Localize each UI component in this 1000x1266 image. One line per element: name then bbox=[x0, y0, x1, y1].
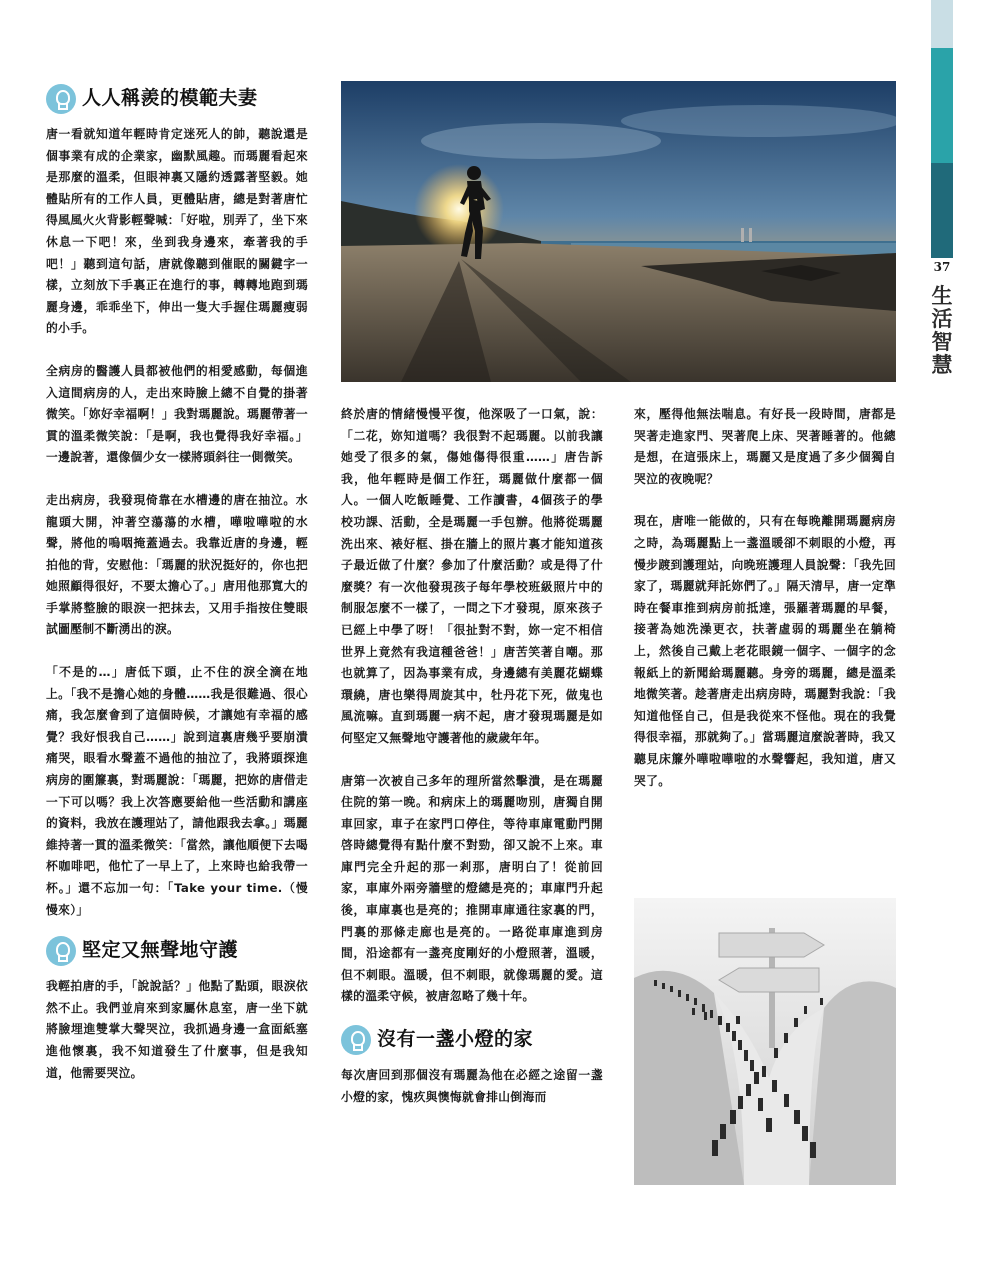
paragraph: 我輕拍唐的手，「說說話？」他點了點頭，眼淚依然不止。我們並肩來到家屬休息室，唐一坐下就將臉埋進雙掌大聲哭泣，我抓過身邊一盒面紙塞進他懷裏，我不知道發生了什麼事，但是我知道，他需要哭泣。 bbox=[46, 979, 308, 1080]
heading-text: 人人稱羨的模範夫妻 bbox=[82, 87, 258, 110]
heading-text: 沒有一盞小燈的家 bbox=[377, 1028, 534, 1051]
heading-model-couple bbox=[46, 84, 308, 114]
heading-no-lamp-home bbox=[341, 1025, 603, 1055]
sidebar-color-block-light bbox=[931, 0, 953, 48]
lightbulb-icon bbox=[341, 1025, 371, 1055]
paragraph: 終於唐的情緒慢慢平復，他深吸了一口氣，說：「二花，妳知道嗎？我很對不起瑪麗。以前我讓她受了很多的氣，傷她傷得很重……」唐告訴我，他年輕時是個工作狂，瑪麗做什麼都一個人。一個人吃飯睡覺、工作讀書，4個孩子的學校功課、活動，全是瑪麗一手包辦。他將從瑪麗洗出來、裱好框、掛在牆上的照片裏才能知道孩子最近做了什麼？參加了什麼活動？或是得了什麼獎？有一次他發現孩子每年學校班級照片中的制服怎麼不一樣了，一問之下才發現，原來孩子已經上中學了呀！「很扯對不對，妳一定不相信世界上竟然有我這種爸爸！」唐苦笑著自嘲。那也就算了，因為事業有成，身邊總有美麗花蝴蝶環繞，唐也樂得周旋其中，牡丹花下死，做鬼也風流嘛。直到瑪麗一病不起，唐才發現瑪麗是如何堅定又無聲地守護著他的歲歲年年。 bbox=[341, 407, 603, 745]
middle-column bbox=[341, 404, 603, 1129]
heading-text: 堅定又無聲地守護 bbox=[82, 939, 239, 962]
section-title-vertical: 生活智慧 bbox=[931, 283, 953, 377]
runner-at-sunset-photo bbox=[341, 81, 896, 382]
paragraph: 全病房的醫護人員都被他們的相愛感動，每個進入這間病房的人，走出來時臉上總不自覺的掛著微笑。「妳好幸福啊！」我對瑪麗說。瑪麗帶著一貫的溫柔微笑說：「是啊，我也覺得我好幸福。」一邊說著，還像個少女一樣將頭斜往一側微笑。 bbox=[46, 363, 308, 465]
page-number: 37 bbox=[933, 260, 951, 274]
lightbulb-icon bbox=[46, 84, 76, 114]
lightbulb-icon bbox=[46, 936, 76, 966]
paragraph: 「不是的…」唐低下頭，止不住的淚全滴在地上。「我不是擔心她的身體……我是很難過、很心痛，我怎麼會到了這個時候，才讓她有幸福的感覺？我好恨我自己……」說到這裏唐幾乎要崩潰痛哭，眼看水聲蓋不過他的抽泣了，我將頭探進病房的圍簾裏，對瑪麗說：「瑪麗，把妳的唐借走一下可以嗎？我上次答應要給他一些活動和講座的資料，我放在護理站了，請他跟我去拿。」瑪麗維持著一貫的溫柔微笑：「當然，讓他順便下去喝杯咖啡吧，他忙了一早上了，上來時也給我帶一杯。」還不忘加一句：「Take your time.（慢慢來）」 bbox=[46, 665, 308, 917]
heading-silent-guard bbox=[46, 936, 308, 966]
paragraph: 唐第一次被自己多年的理所當然擊潰，是在瑪麗住院的第一晚。和病床上的瑪麗吻別，唐獨自開車回家，車子在家門口停住，等待車庫電動門開啓時總覺得有點什麼不對勁，卻又說不上來。車庫門完全升起的那一剎那，唐明白了！從前回家，車庫外兩旁牆壁的燈總是亮的；車庫門升起後，車庫裏也是亮的；推開車庫通往家裏的門，門裏的那條走廊也是亮的。一路從車庫進到房間，沿途都有一盞亮度剛好的小燈照著，溫暖，但不刺眼。溫暖，但不刺眼，就像瑪麗的愛。這樣的溫柔守候，被唐忽略了幾十年。 bbox=[341, 773, 603, 1004]
right-column bbox=[634, 404, 896, 813]
left-column bbox=[46, 84, 308, 1105]
paragraph: 現在，唐唯一能做的，只有在每晚離開瑪麗病房之時，為瑪麗點上一盞溫暖卻不刺眼的小燈，再慢步踱到護理站，向晚班護理人員說聲：「我先回家了，瑪麗就拜託妳們了。」隔天清早，唐一定準時在餐車推到病房前抵達，張羅著瑪麗的早餐，接著為她洗澡更衣，扶著虛弱的瑪麗坐在躺椅上，然後自己戴上老花眼鏡一個字、一個字的念報紙上的新聞給瑪麗聽。身旁的瑪麗，總是溫柔地微笑著。趁著唐走出病房時，瑪麗對我說：「我知道他怪自己，但是我從來不怪他。現在的我覺得很幸福，那就夠了。」當瑪麗這麼說著時，我又聽見床簾外嘩啦嘩啦的水聲響起，我知道，唐又哭了。 bbox=[634, 514, 896, 788]
paragraph: 來，壓得他無法喘息。有好長一段時間，唐都是哭著走進家門、哭著爬上床、哭著睡著的。他總是想，在這張床上，瑪麗又是度過了多少個獨自哭泣的夜晚呢？ bbox=[634, 407, 896, 486]
sidebar-color-block-teal bbox=[931, 48, 953, 163]
sidebar-color-block-dark bbox=[931, 163, 953, 258]
paragraph: 唐一看就知道年輕時肯定迷死人的帥，聽說還是個事業有成的企業家，幽默風趣。而瑪麗看起來是那麼的溫柔，但眼神裏又隱約透露著堅毅。她體貼所有的工作人員，更體貼唐，總是對著唐忙得風風火火背影輕聲喊：「好啦，別弄了，坐下來休息一下吧！來，坐到我身邊來，牽著我的手吧！」聽到這句話，唐就像聽到催眠的關鍵字一樣，立刻放下手裏正在進行的事，轉轉地跑到瑪麗身邊，乖乖坐下，伸出一隻大手握住瑪麗瘦弱的小手。 bbox=[46, 127, 308, 336]
paragraph: 每次唐回到那個沒有瑪麗為他在必經之途留一盞小燈的家，愧疚與懊悔就會排山倒海而 bbox=[341, 1068, 603, 1104]
crossroads-crowd-photo bbox=[634, 898, 896, 1185]
paragraph: 走出病房，我發現倚靠在水槽邊的唐在抽泣。水龍頭大開，沖著空蕩蕩的水槽，嘩啦嘩啦的水聲，將他的嗚咽掩蓋過去。我靠近唐的身邊，輕拍他的背，安慰他：「瑪麗的狀況挺好的，你也把她照顧得很好，不要太擔心了。」唐用他那寬大的手掌將整臉的眼淚一把抹去，又用手指按住雙眼試圖壓制不斷湧出的淚。 bbox=[46, 492, 308, 637]
